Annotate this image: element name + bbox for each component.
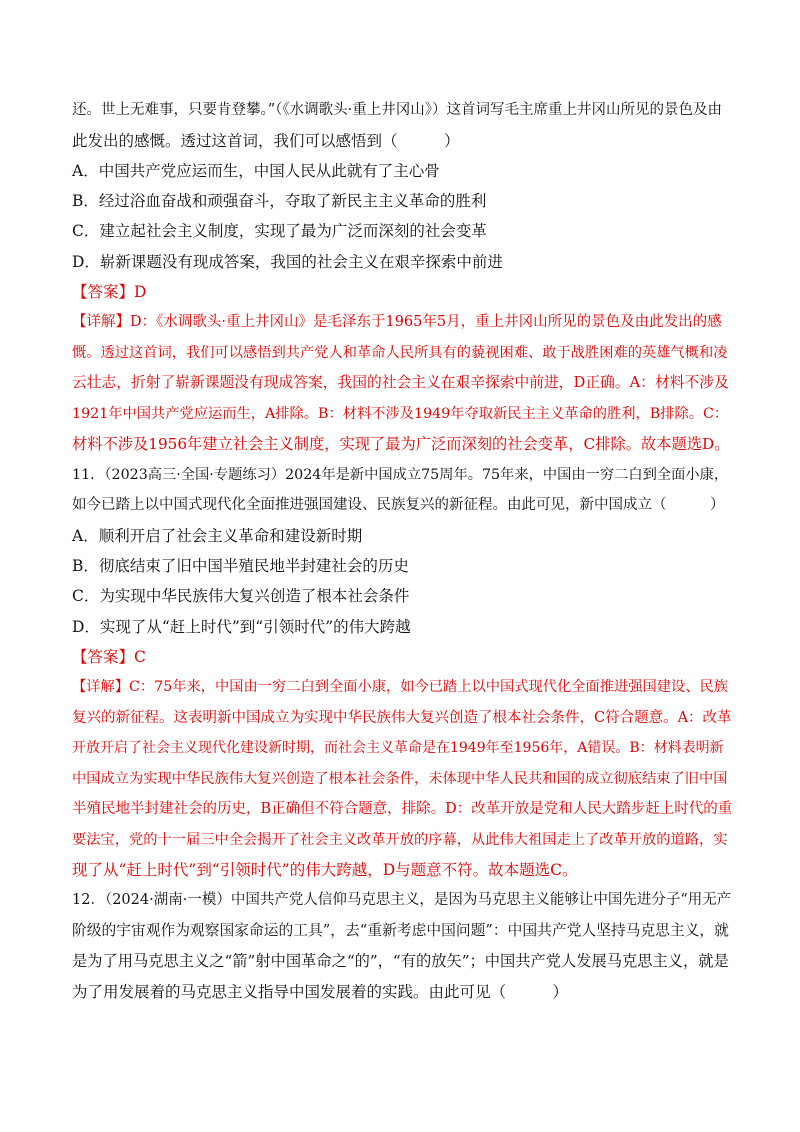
q10-detail-line-4: 1921年中国共产党应运而生，A排除。B：材料不涉及1949年夺取新民主主义革命的胜利，B排除。C： <box>72 406 729 422</box>
q11-detail-line-3: 开放开启了社会主义现代化建设新时期，而社会主义革命是在1949年至1956年，A错误。B：材料表明新 <box>72 740 724 756</box>
q10-detail-line-3: 云壮志，折射了崭新课题没有现成答案，我国的社会主义在艰辛探索中前进，D正确。A：材料不涉及 <box>72 374 729 391</box>
q11-detail-line-4: 中国成立为实现中华民族伟大复兴创造了根本社会条件，未体现中华人民共和国的成立彻底结束了旧中国 <box>72 771 728 787</box>
q11-stem-line-2: 如今已踏上以中国式现代化全面推进强国建设、民族复兴的新征程。由此可见，新中国成立（ ） <box>72 497 725 513</box>
q11-stem-line-1: 11．（2023高三·全国·专题练习）2024年是新中国成立75周年。75年来，中国由一穷二白到全面小康， <box>72 467 729 483</box>
q11-option-c: C．为实现中华民族伟大复兴创造了根本社会条件 <box>72 587 410 605</box>
q11-detail-line-5: 半殖民地半封建社会的历史，B正确但不符合题意，排除。D：改革开放是党和人民大踏步赶上时代的重 <box>72 801 733 817</box>
q12-stem-line-1: 12．（2024·湖南·一模）中国共产党人信仰马克思主义，是因为马克思主义能够让中国先进分子“用无产 <box>72 892 732 908</box>
q12-stem-line-4: 为了用发展着的马克思主义指导中国发展着的实践。由此可见（ ） <box>72 983 569 1001</box>
q10-option-b: B．经过浴血奋战和顽强奋斗，夺取了新民主主义革命的胜利 <box>72 192 487 210</box>
q10-option-a: A．中国共产党应运而生，中国人民从此就有了主心骨 <box>72 162 440 180</box>
q10-stem-line-1: 还。世上无难事，只要肯登攀。”（《水调歌头·重上井冈山》）这首词写毛主席重上井冈山所见的景色及由 <box>72 102 723 118</box>
q10-answer: 【答案】D <box>72 283 147 301</box>
q12-stem-line-2: 阶级的宇宙观作为观察国家命运的工具”，去“重新考虑中国问题”：中国共产党人坚持马克思主义，就 <box>72 922 729 939</box>
q11-detail-line-1: 【详解】C：75年来，中国由一穷二白到全面小康，如今已踏上以中国式现代化全面推进强国建设、民族 <box>72 679 729 695</box>
q10-detail-line-5: 材料不涉及1956年建立社会主义制度，实现了最为广泛而深刻的社会变革，C排除。故本题选D。 <box>72 435 730 453</box>
q11-answer: 【答案】C <box>72 648 146 666</box>
q10-option-d: D．崭新课题没有现成答案，我国的社会主义在艰辛探索中前进 <box>72 253 503 271</box>
q11-detail-line-7: 现了从“赶上时代”到“引领时代”的伟大跨越，D与题意不符。故本题选C。 <box>72 861 578 879</box>
q10-detail-line-2: 慨。透过这首词，我们可以感悟到共产党人和革命人民所具有的藐视困难、敢于战胜困难的英雄气概和凌 <box>72 345 728 361</box>
q12-stem-line-3: 是为了用马克思主义之“箭”射中国革命之“的”，“有的放矢”；中国共产党人发展马克思主义，就是 <box>72 952 729 970</box>
q11-option-a: A．顺利开启了社会主义革命和建设新时期 <box>72 527 363 545</box>
q11-detail-line-2: 复兴的新征程。这表明新中国成立为实现中华民族伟大复兴创造了根本社会条件，C符合题意。A：改革 <box>72 710 732 726</box>
q10-option-c: C．建立起社会主义制度，实现了最为广泛而深刻的社会变革 <box>72 222 487 240</box>
q10-stem-line-2: 此发出的感慨。透过这首词，我们可以感悟到（ ） <box>72 132 460 150</box>
q10-detail-line-1: 【详解】D：《水调歌头·重上井冈山》是毛泽东于1965年5月，重上井冈山所见的景色及由此发出的感 <box>72 314 722 330</box>
q11-detail-line-6: 要法宝，党的十一届三中全会揭开了社会主义改革开放的序幕，从此伟大祖国走上了改革开放的道路，实 <box>72 832 728 848</box>
q11-option-b: B．彻底结束了旧中国半殖民地半封建社会的历史 <box>72 557 409 575</box>
q11-option-d: D．实现了从“赶上时代”到“引领时代”的伟大跨越 <box>72 618 411 636</box>
